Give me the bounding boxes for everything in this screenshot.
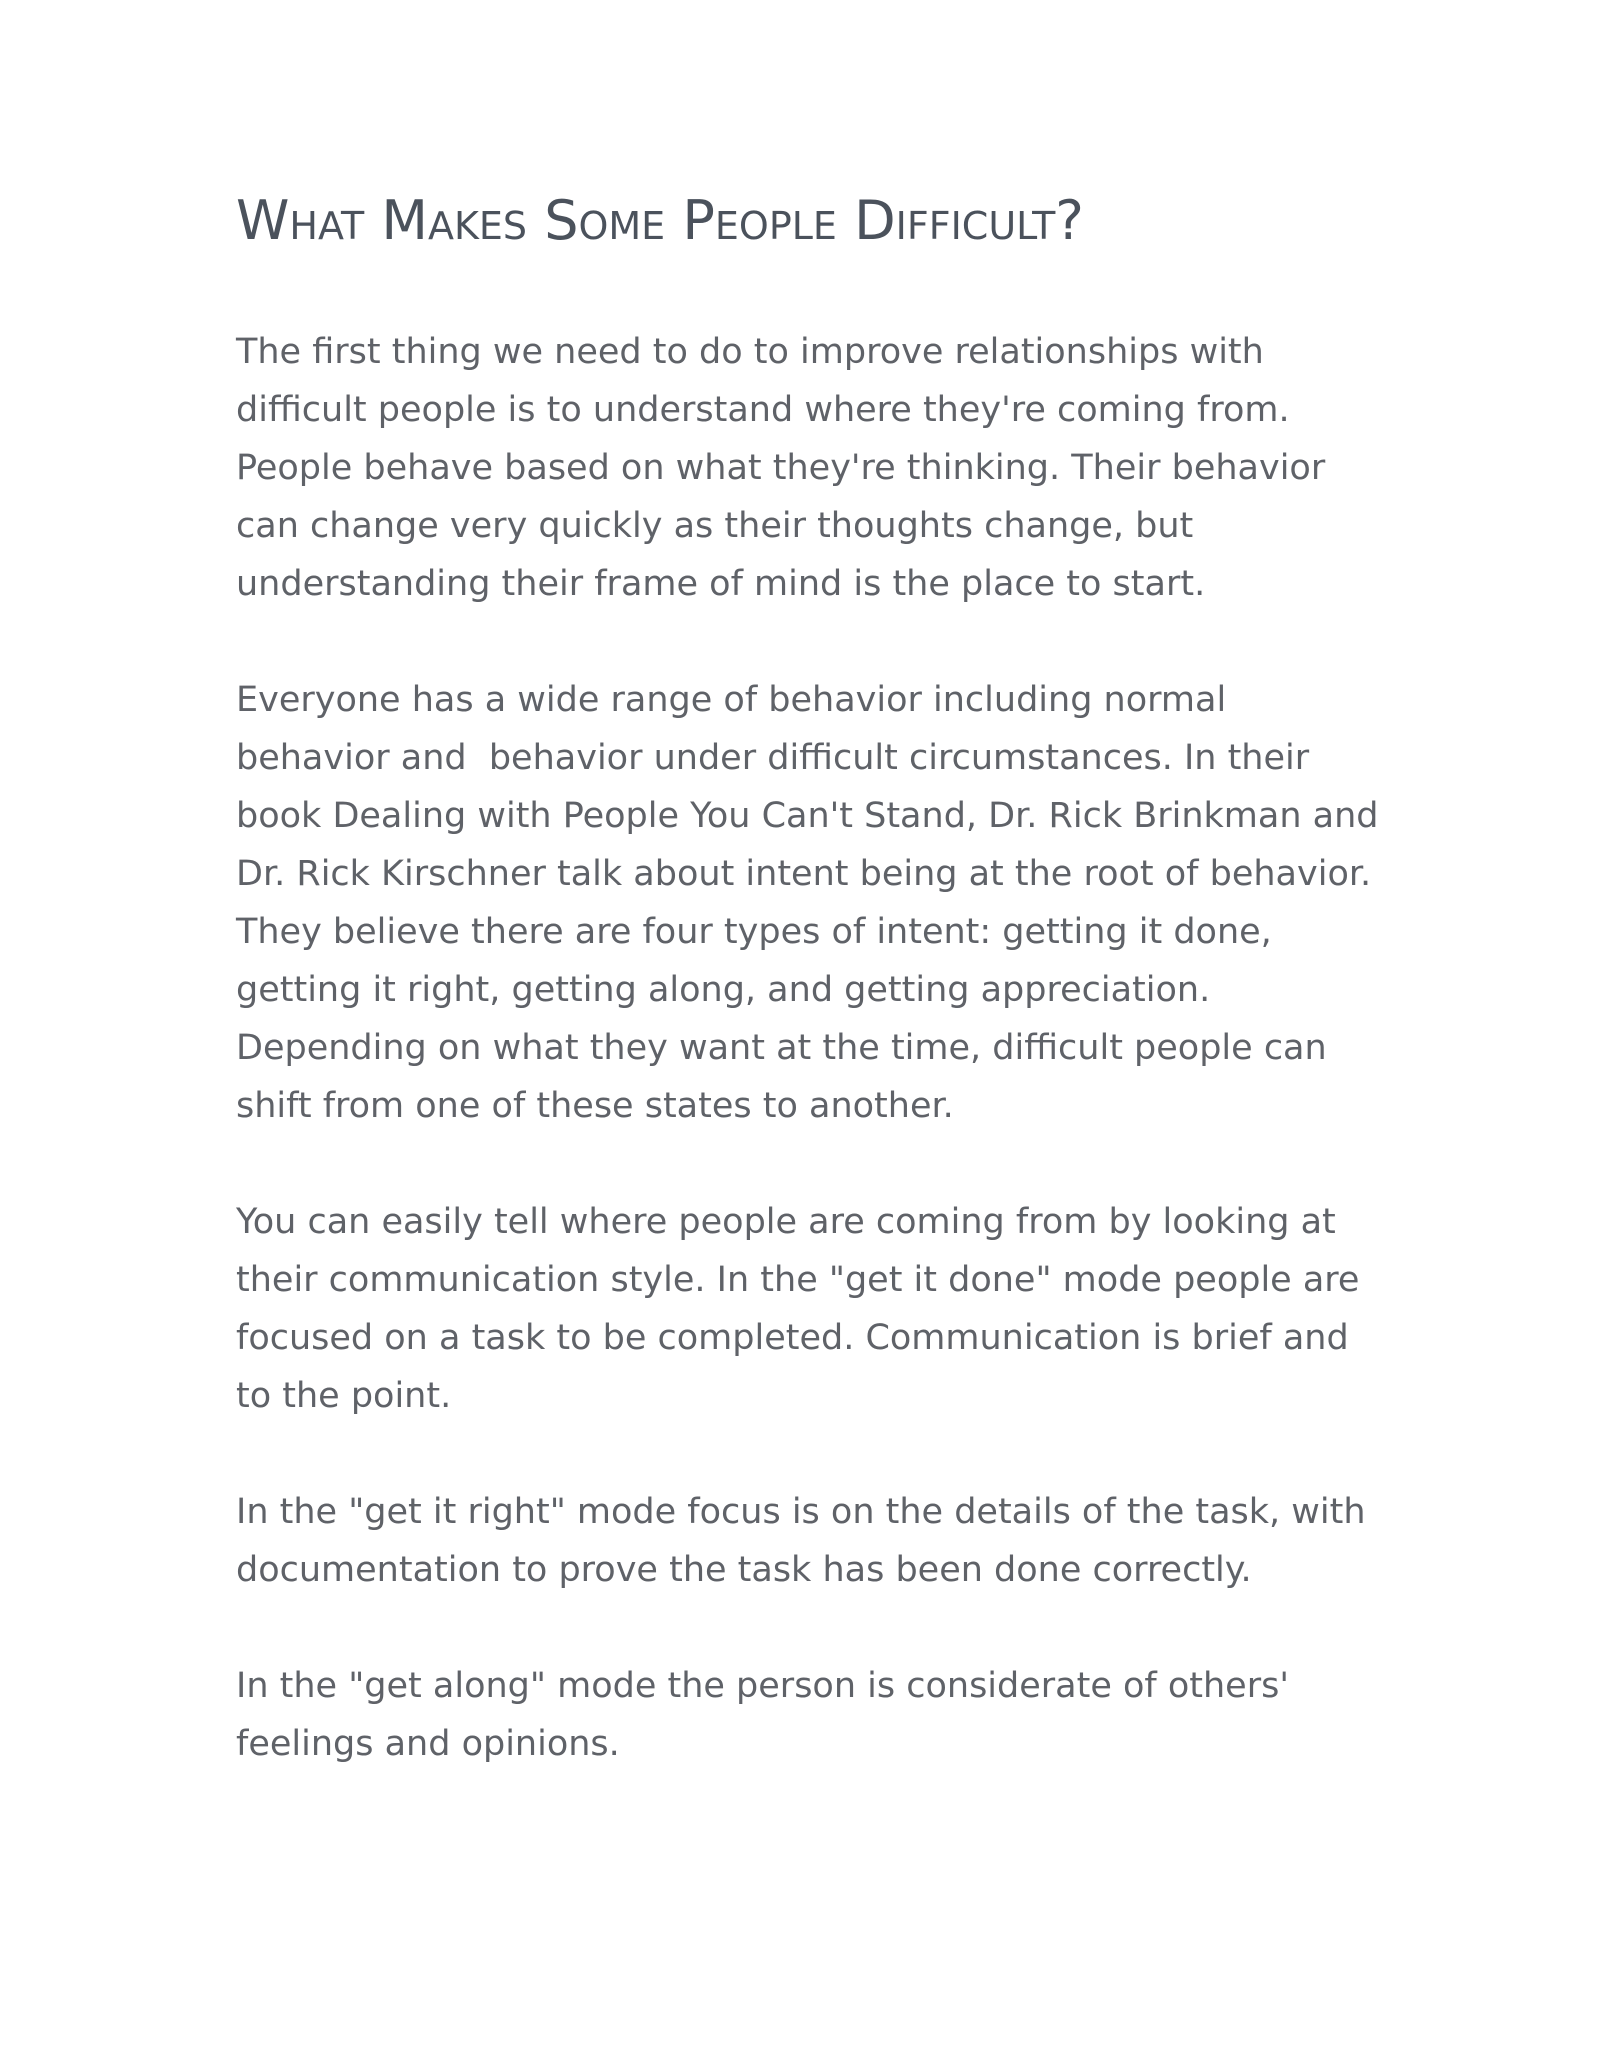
page-title: What Makes Some People Difficult? bbox=[236, 189, 1084, 252]
body-text bbox=[236, 323, 1390, 1773]
paragraph-3: You can easily tell where people are coming from by looking at their communication style. In the "get it done" mode people are focused on a task to be completed. Communication is brief and to the point. bbox=[236, 1202, 1371, 1416]
paragraph-1: The first thing we need to do to improve relationships with difficult people is to understand where they're coming from. People behave based on what they're thinking. Their behavior can change very quickly as their thoughts change, but understanding their frame of mind is the place to start. bbox=[236, 332, 1337, 604]
paragraph-4: In the "get it right" mode focus is on the details of the task, with documentation to prove the task has been done correctly. bbox=[236, 1492, 1377, 1590]
document-content bbox=[236, 188, 1390, 1773]
paragraph-2: Everyone has a wide range of behavior including normal behavior and behavior under difficult circumstances. In their book Dealing with People You Can't Stand, Dr. Rick Brinkman and Dr. Rick Kirschner talk about intent being at the root of behavior. They believe there are four types of intent: getting it done, getting it right, getting along, and getting appreciation. Depending on what they want at the time, difficult people can shift from one of these states to another. bbox=[236, 680, 1390, 1126]
paragraph-5: In the "get along" mode the person is considerate of others' feelings and opinions. bbox=[236, 1666, 1301, 1764]
